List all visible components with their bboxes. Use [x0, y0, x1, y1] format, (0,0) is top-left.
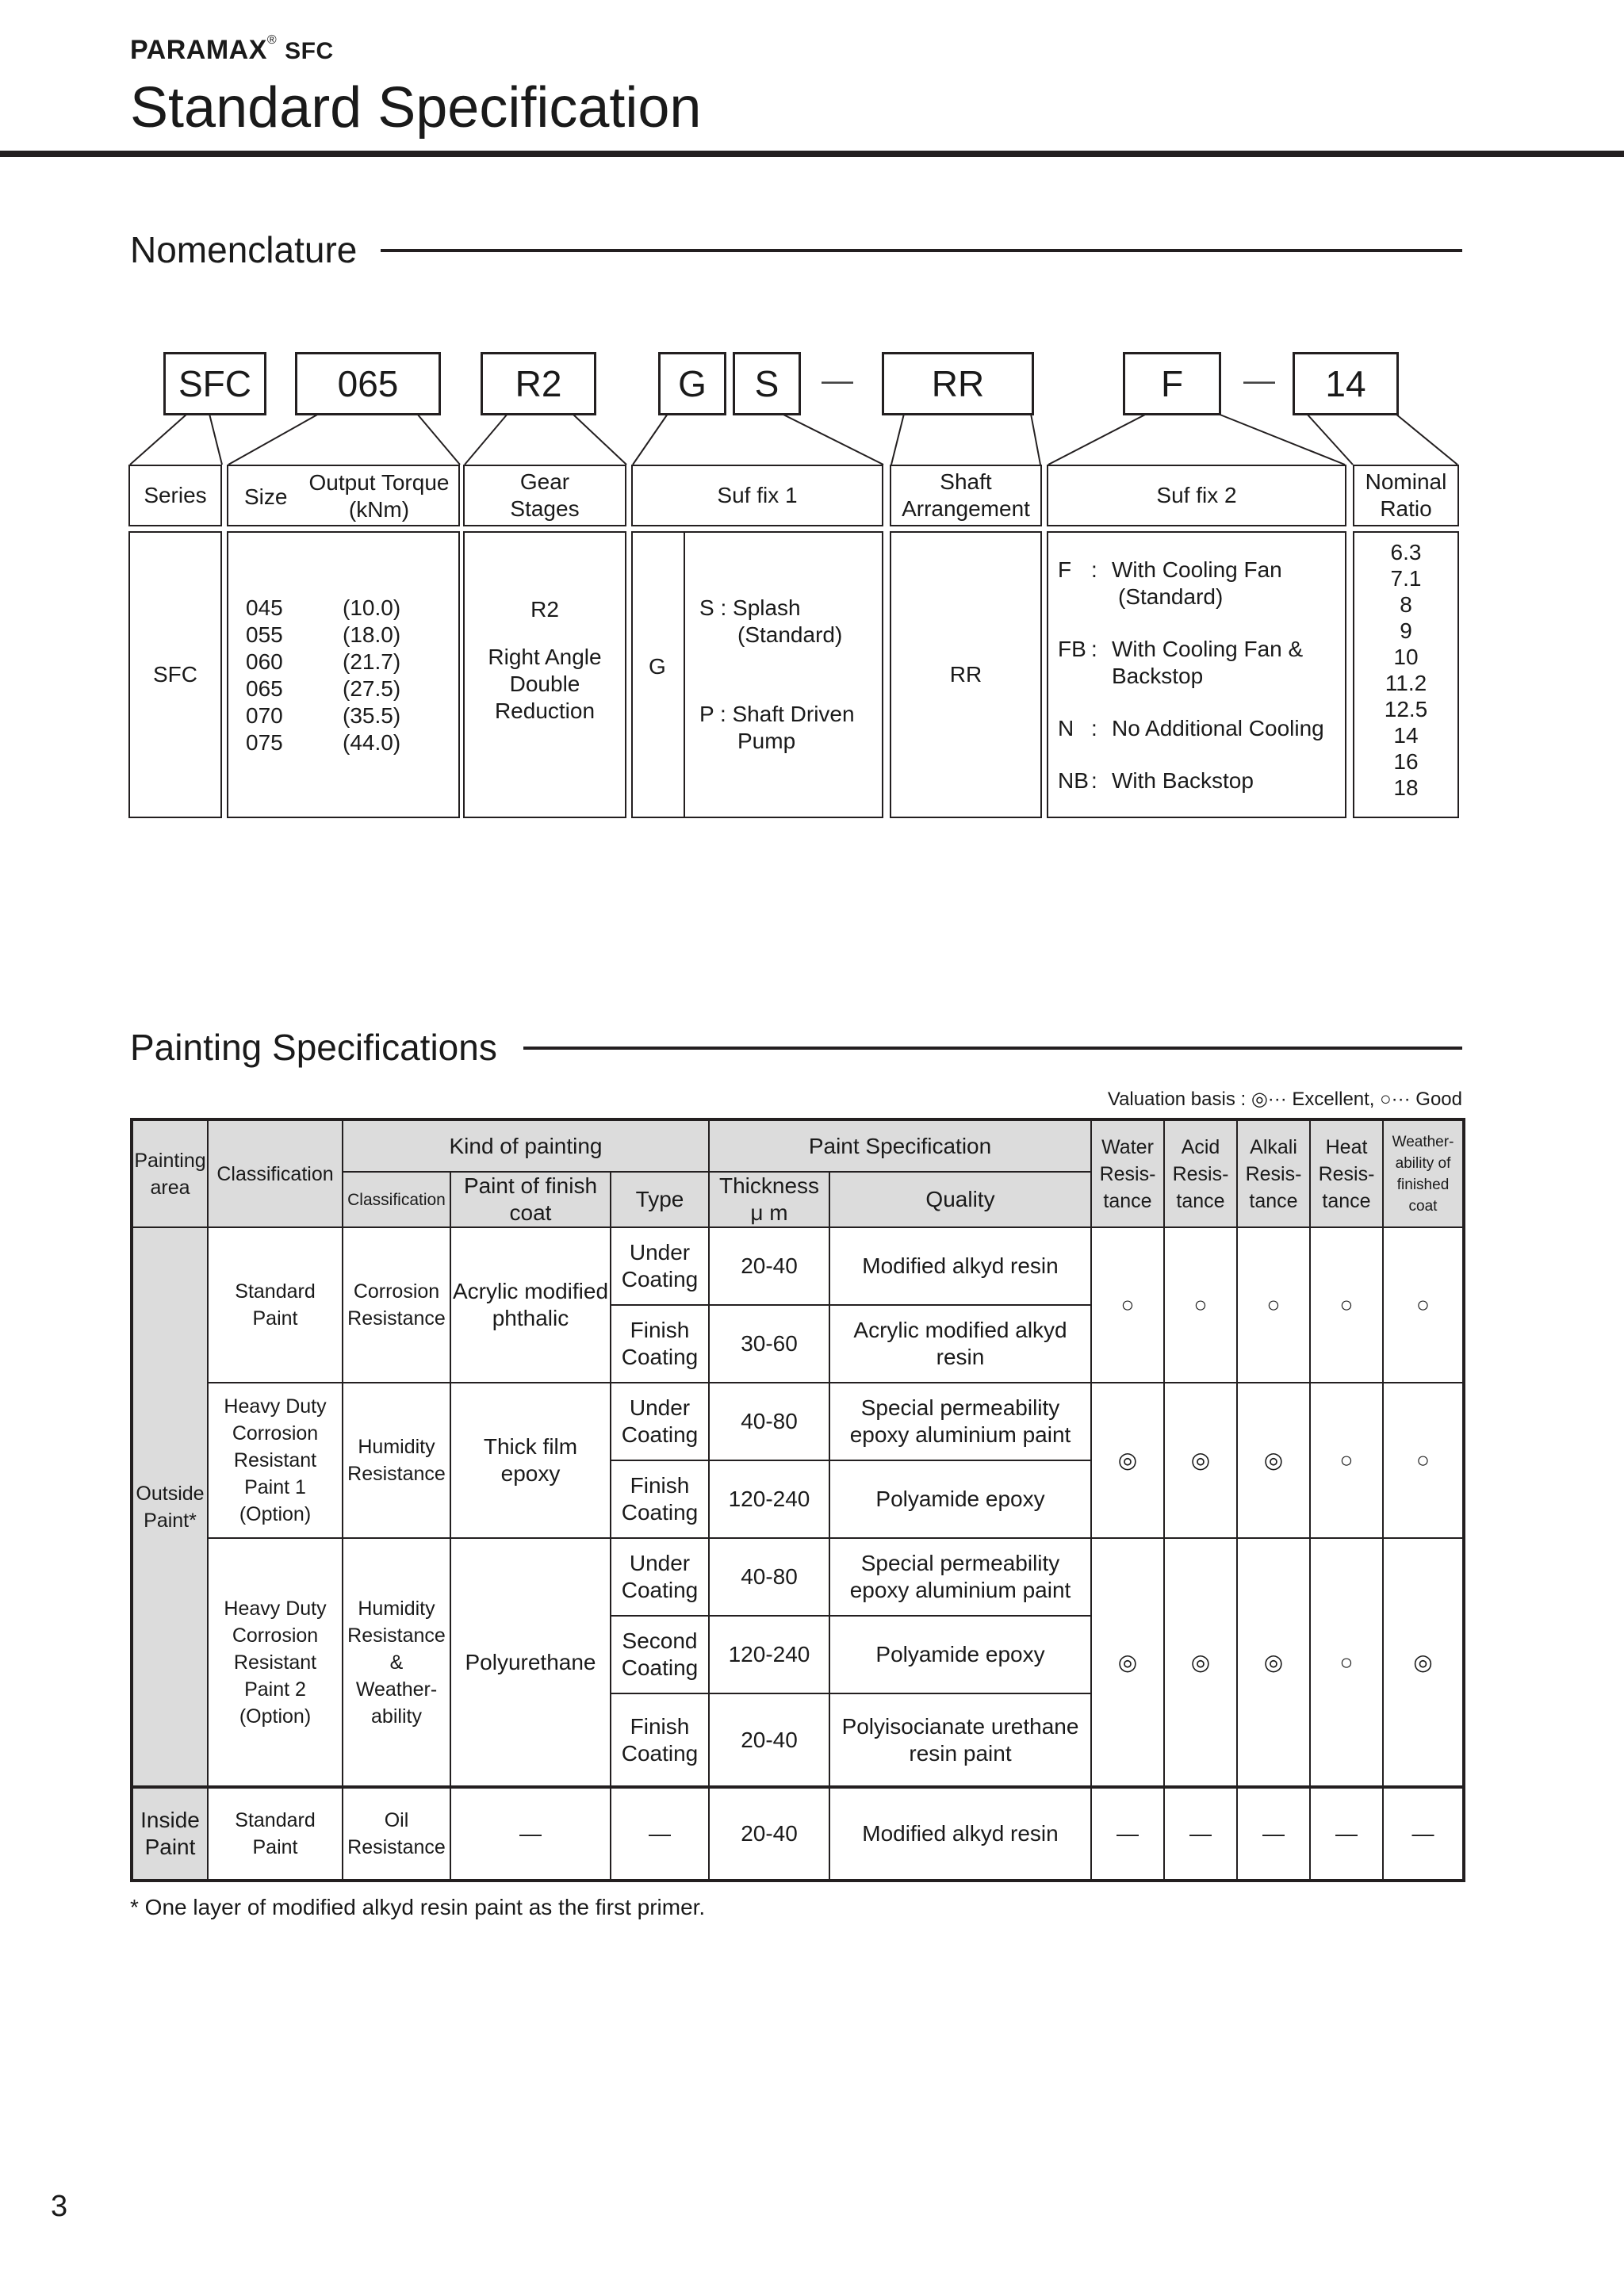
thickness-cell: 30-60 — [709, 1305, 829, 1383]
rating-weatherability: — — [1383, 1787, 1464, 1881]
cell-line: Paint 2 — [244, 1678, 306, 1701]
type-cell: — — [611, 1787, 709, 1881]
classification-cell — [208, 1227, 343, 1383]
header-line: coat — [1408, 1197, 1438, 1215]
registered-mark: ® — [266, 33, 278, 47]
header-line: Resis- — [1099, 1162, 1156, 1185]
suffix2-sep: : — [1091, 768, 1097, 793]
suffix2-desc: With Cooling Fan & — [1112, 637, 1304, 661]
cell-line: Polyamide epoxy — [875, 1487, 1045, 1511]
rating-acid: ○ — [1164, 1227, 1237, 1383]
footnote: * One layer of modified alkyd resin paint as the first primer. — [130, 1895, 706, 1919]
suffix2-code: F — [1058, 557, 1072, 582]
cell-line: Under — [629, 1395, 691, 1420]
cell-line: Paint 1 — [244, 1476, 306, 1498]
header-ratio-line1: Nominal — [1365, 469, 1447, 494]
ratio-item: 6.3 — [1390, 540, 1422, 564]
rating-heat: ○ — [1310, 1227, 1383, 1383]
cell-line: Finish — [630, 1318, 690, 1342]
table-row — [132, 1227, 1464, 1305]
header-line: Thickness — [718, 1173, 820, 1198]
kind-classification-cell — [343, 1538, 450, 1787]
rating-weatherability: ◎ — [1383, 1538, 1464, 1787]
header-line: Paint of finish — [463, 1173, 598, 1198]
cell-line: Humidity — [358, 1597, 435, 1620]
header-line: Alkali — [1250, 1135, 1297, 1158]
suffix1-pump-line1: P : Shaft Driven — [699, 702, 855, 726]
thickness-cell: 40-80 — [709, 1538, 829, 1616]
type-cell — [611, 1227, 709, 1305]
suffix2-code: NB — [1058, 768, 1089, 793]
header-classification: Classification — [208, 1119, 343, 1227]
suffix1-divider — [684, 533, 685, 817]
area-line: Paint* — [144, 1509, 197, 1532]
header-line: tance — [1176, 1189, 1225, 1212]
header-line: coat — [509, 1200, 552, 1225]
header-torque-line2: (kNm) — [348, 497, 410, 522]
painting-title: Painting Specifications — [130, 1029, 513, 1066]
classification-cell — [208, 1787, 343, 1881]
header-line: finished — [1396, 1176, 1450, 1193]
header-shaft-line1: Shaft — [940, 469, 992, 494]
type-cell — [611, 1538, 709, 1616]
size-row — [246, 702, 400, 729]
code-suffix2: F — [1123, 352, 1221, 415]
cell-line: (Option) — [239, 1705, 312, 1728]
thickness-cell: 20-40 — [709, 1693, 829, 1787]
finish-coat-cell — [450, 1538, 611, 1787]
rating-water: ◎ — [1091, 1538, 1164, 1787]
cell-line: (Option) — [239, 1503, 312, 1525]
ratio-item: 9 — [1400, 618, 1412, 643]
table-row-inside — [132, 1787, 1464, 1881]
cell-line: Coating — [621, 1655, 699, 1680]
rating-water: ◎ — [1091, 1383, 1164, 1538]
size-code: 060 — [246, 649, 283, 674]
cell-line: Standard — [235, 1809, 316, 1831]
cell-line: Corrosion — [232, 1422, 319, 1445]
kind-classification-cell — [343, 1383, 450, 1538]
header-size — [227, 465, 460, 526]
code-dash: — — [1243, 363, 1275, 398]
header-line: Heat — [1325, 1135, 1368, 1158]
header-line: Acid — [1181, 1135, 1220, 1158]
rating-heat: ○ — [1310, 1538, 1383, 1787]
suffix2-desc: With Cooling Fan — [1112, 557, 1282, 582]
header-paint-specification: Paint Specification — [709, 1119, 1091, 1172]
cell-line: Coating — [621, 1422, 699, 1447]
header-suffix1 — [631, 465, 883, 526]
ratio-item: 7.1 — [1390, 566, 1422, 591]
classification-cell — [208, 1538, 343, 1787]
header-area-line: Painting — [134, 1149, 206, 1172]
rating-alkali: — — [1237, 1787, 1310, 1881]
type-cell — [611, 1693, 709, 1787]
painting-table — [130, 1118, 1465, 1882]
header-paint-of-finish-coat — [450, 1172, 611, 1227]
header-area-line: area — [150, 1176, 190, 1199]
header-weatherability — [1383, 1119, 1464, 1227]
header-painting-area — [132, 1119, 208, 1227]
size-torque: (35.5) — [343, 703, 401, 728]
cell-line: Acrylic modified — [452, 1279, 609, 1303]
cell-line: Special permeability — [860, 1551, 1060, 1575]
header-ratio-line2: Ratio — [1380, 496, 1432, 521]
kind-classification-cell — [343, 1787, 450, 1881]
cell-line: Resistant — [233, 1651, 317, 1674]
suffix2-option-f — [1058, 557, 1282, 610]
value-suffix2 — [1047, 531, 1346, 818]
table-row — [132, 1538, 1464, 1616]
kind-classification-cell — [343, 1227, 450, 1383]
rating-water: ○ — [1091, 1227, 1164, 1383]
valuation-legend: Valuation basis : ◎··· Excellent, ○··· Good — [1107, 1089, 1462, 1110]
cell-line: Coating — [621, 1740, 699, 1766]
header-water-resistance — [1091, 1119, 1164, 1227]
header-ratio — [1353, 465, 1459, 526]
outside-paint-area — [132, 1227, 208, 1787]
header-acid-resistance — [1164, 1119, 1237, 1227]
code-dash: — — [822, 363, 853, 398]
value-ratios — [1353, 531, 1459, 818]
header-line: ability of — [1395, 1154, 1451, 1172]
quality-cell: Modified alkyd resin — [829, 1787, 1091, 1881]
code-gear-stages: R2 — [481, 352, 596, 415]
cell-line: Corrosion — [232, 1624, 319, 1647]
size-code: 075 — [246, 730, 283, 755]
quality-cell — [829, 1305, 1091, 1383]
suffix2-option-fb — [1058, 636, 1303, 690]
header-suffix1-label: Suf fix 1 — [717, 483, 798, 507]
cell-line: Heavy Duty — [224, 1395, 327, 1418]
quality-cell — [829, 1383, 1091, 1460]
suffix1-splash-line2: (Standard) — [737, 622, 843, 647]
suffix2-sep: : — [1091, 716, 1097, 740]
suffix2-code: FB — [1058, 637, 1086, 661]
value-gear-stages — [463, 531, 626, 818]
header-shaft-line2: Arrangement — [902, 496, 1030, 521]
suffix1-splash — [699, 595, 842, 649]
quality-cell — [829, 1616, 1091, 1693]
cell-line: Coating — [621, 1578, 699, 1602]
header-quality: Quality — [829, 1172, 1091, 1227]
nomenclature-title: Nomenclature — [130, 232, 373, 268]
cell-line: Resistance — [347, 1463, 446, 1485]
header-line: Resis- — [1245, 1162, 1302, 1185]
cell-line: Coating — [621, 1500, 699, 1525]
brand-name: PARAMAX — [130, 35, 267, 65]
stages-desc-line: Double — [509, 672, 580, 696]
header-stages-line1: Gear — [519, 469, 570, 494]
ratio-item: 10 — [1393, 645, 1419, 669]
size-code: 055 — [246, 622, 283, 647]
area-line: Paint — [144, 1835, 196, 1859]
header-type: Type — [611, 1172, 709, 1227]
suffix1-pump — [699, 701, 855, 755]
size-code: 065 — [246, 676, 283, 701]
header-stages-line2: Stages — [510, 496, 580, 521]
suffix2-option-nb — [1058, 767, 1254, 794]
cell-line: Weather- — [355, 1678, 438, 1701]
painting-rule — [523, 1047, 1462, 1050]
stages-desc-line: Reduction — [494, 698, 596, 723]
cell-line: Resistant — [233, 1449, 317, 1471]
table-header-row — [132, 1119, 1464, 1172]
page-number: 3 — [51, 2190, 68, 2223]
suffix2-desc-line2: (Standard) — [1118, 584, 1224, 609]
inside-paint-area — [132, 1787, 208, 1881]
header-gear-stages — [463, 465, 626, 526]
header-torque-line1: Output Torque — [308, 470, 450, 495]
quality-cell — [829, 1538, 1091, 1616]
cell-line: Paint — [252, 1836, 298, 1858]
cell-line: Paint — [252, 1307, 298, 1330]
suffix2-desc: No Additional Cooling — [1112, 716, 1324, 740]
rating-heat: ○ — [1310, 1383, 1383, 1538]
rating-acid: ◎ — [1164, 1383, 1237, 1538]
suffix2-sep: : — [1091, 637, 1097, 661]
thickness-cell: 40-80 — [709, 1383, 829, 1460]
cell-line: Resistance — [347, 1307, 446, 1330]
ratio-item: 12.5 — [1384, 697, 1428, 721]
size-row — [246, 649, 400, 675]
code-series: SFC — [163, 352, 266, 415]
stages-code: R2 — [530, 597, 559, 622]
size-code: 070 — [246, 703, 283, 728]
size-row — [246, 675, 400, 702]
size-torque: (27.5) — [343, 676, 401, 701]
stages-desc-line: Right Angle — [488, 645, 602, 669]
finish-coat-cell — [450, 1227, 611, 1383]
ratio-item: 11.2 — [1385, 671, 1427, 695]
rating-acid: ◎ — [1164, 1538, 1237, 1787]
size-row — [246, 729, 400, 756]
cell-line: Finish — [630, 1473, 690, 1498]
cell-line: ability — [371, 1705, 422, 1728]
cell-line: resin paint — [909, 1740, 1012, 1766]
header-line: μ m — [750, 1200, 788, 1225]
cell-line: epoxy aluminium paint — [849, 1422, 1071, 1447]
code-shaft-arrangement: RR — [882, 352, 1034, 415]
finish-coat-cell — [450, 1383, 611, 1538]
code-ratio: 14 — [1293, 352, 1399, 415]
header-line: tance — [1249, 1189, 1298, 1212]
size-torque: (18.0) — [343, 622, 401, 647]
cell-line: Polyisocianate urethane — [841, 1713, 1079, 1739]
header-line: tance — [1103, 1189, 1152, 1212]
rating-water: — — [1091, 1787, 1164, 1881]
cell-line: Special permeability — [860, 1395, 1060, 1420]
value-shaft — [890, 531, 1042, 818]
value-suffix1 — [631, 531, 883, 818]
cell-line: phthalic — [492, 1306, 569, 1330]
cell-line: resin — [936, 1345, 985, 1369]
suffix2-sep: : — [1091, 557, 1097, 582]
thickness-cell: 120-240 — [709, 1616, 829, 1693]
type-cell — [611, 1616, 709, 1693]
header-suffix2 — [1047, 465, 1346, 526]
cell-line: Oil — [384, 1809, 409, 1831]
cell-line: epoxy aluminium paint — [849, 1578, 1071, 1602]
size-torque: (21.7) — [343, 649, 401, 674]
header-kind-classification: Classification — [343, 1172, 450, 1227]
nomenclature-connectors — [0, 412, 1624, 468]
size-row — [246, 595, 400, 622]
header-line: Water — [1101, 1135, 1154, 1158]
header-line: tance — [1322, 1189, 1371, 1212]
size-list — [246, 595, 400, 756]
brand-suffix: SFC — [285, 38, 334, 64]
type-cell — [611, 1383, 709, 1460]
code-size: 065 — [295, 352, 441, 415]
rating-weatherability: ○ — [1383, 1227, 1464, 1383]
value-series — [128, 531, 222, 818]
value-sizes — [227, 531, 460, 818]
ratio-item: 16 — [1393, 749, 1419, 774]
cell-line: Under — [629, 1551, 691, 1575]
cell-line: Polyurethane — [465, 1649, 596, 1674]
header-series — [128, 465, 222, 526]
value-series-text: SFC — [153, 662, 197, 687]
suffix1-code: G — [649, 654, 666, 679]
header-suffix2-label: Suf fix 2 — [1156, 483, 1237, 507]
page-title: Standard Specification — [130, 76, 702, 140]
header-heat-resistance — [1310, 1119, 1383, 1227]
code-suffix1-g: G — [658, 352, 726, 415]
size-code: 045 — [246, 595, 283, 620]
ratio-item: 18 — [1393, 775, 1419, 800]
header-shaft — [890, 465, 1042, 526]
cell-line: Humidity — [358, 1436, 435, 1458]
cell-line: Acrylic modified alkyd — [853, 1318, 1067, 1342]
cell-line: Coating — [621, 1267, 699, 1292]
type-cell — [611, 1305, 709, 1383]
rating-acid: — — [1164, 1787, 1237, 1881]
cell-line: & — [389, 1651, 404, 1674]
suffix2-option-n — [1058, 715, 1324, 742]
header-size-label: Size — [244, 484, 288, 509]
header-line: Resis- — [1318, 1162, 1375, 1185]
cell-line: Under — [629, 1240, 691, 1265]
classification-cell — [208, 1383, 343, 1538]
cell-line: epoxy — [500, 1461, 561, 1486]
value-shaft-text: RR — [949, 662, 982, 687]
suffix2-desc-line2: Backstop — [1112, 664, 1204, 688]
nomenclature-rule — [381, 249, 1462, 252]
thickness-cell: 20-40 — [709, 1787, 829, 1881]
header-alkali-resistance — [1237, 1119, 1310, 1227]
header-kind-of-painting: Kind of painting — [343, 1119, 709, 1172]
suffix1-pump-line2: Pump — [737, 729, 796, 753]
ratio-item: 14 — [1393, 723, 1419, 748]
table-row — [132, 1383, 1464, 1460]
rating-heat: — — [1310, 1787, 1383, 1881]
quality-cell — [829, 1460, 1091, 1538]
size-row — [246, 622, 400, 649]
suffix2-code: N — [1058, 716, 1074, 740]
cell-line: Standard — [235, 1280, 316, 1303]
header-line: Resis- — [1172, 1162, 1229, 1185]
header-torque — [300, 469, 458, 523]
quality-cell — [829, 1227, 1091, 1305]
area-line: Inside — [140, 1808, 200, 1832]
header-thickness — [709, 1172, 829, 1227]
code-suffix1-s: S — [733, 352, 801, 415]
area-line: Outside — [136, 1482, 205, 1505]
cell-line: Modified alkyd resin — [862, 1253, 1059, 1278]
thickness-cell: 120-240 — [709, 1460, 829, 1538]
finish-coat-cell: — — [450, 1787, 611, 1881]
cell-line: Polyamide epoxy — [875, 1642, 1045, 1667]
header-series-label: Series — [144, 483, 207, 507]
cell-line: Corrosion — [353, 1280, 440, 1303]
cell-line: Heavy Duty — [224, 1597, 327, 1620]
quality-cell — [829, 1693, 1091, 1787]
size-torque: (10.0) — [343, 595, 401, 620]
size-torque: (44.0) — [343, 730, 401, 755]
rating-alkali: ◎ — [1237, 1538, 1310, 1787]
header-line: Weather- — [1392, 1133, 1454, 1150]
ratio-item: 8 — [1400, 592, 1412, 617]
suffix1-splash-line1: S : Splash — [699, 595, 801, 620]
cell-line: Resistance — [347, 1836, 446, 1858]
stages-desc — [465, 644, 625, 725]
cell-line: Thick film — [483, 1434, 578, 1459]
cell-line: Resistance — [347, 1624, 446, 1647]
thickness-cell: 20-40 — [709, 1227, 829, 1305]
rating-alkali: ○ — [1237, 1227, 1310, 1383]
suffix2-desc: With Backstop — [1112, 768, 1254, 793]
rating-alkali: ◎ — [1237, 1383, 1310, 1538]
cell-line: Finish — [630, 1713, 690, 1739]
title-rule — [0, 151, 1624, 157]
cell-line: Coating — [621, 1345, 699, 1369]
cell-line: Second — [622, 1628, 698, 1653]
rating-weatherability: ○ — [1383, 1383, 1464, 1538]
type-cell — [611, 1460, 709, 1538]
brand-logo — [130, 35, 334, 66]
